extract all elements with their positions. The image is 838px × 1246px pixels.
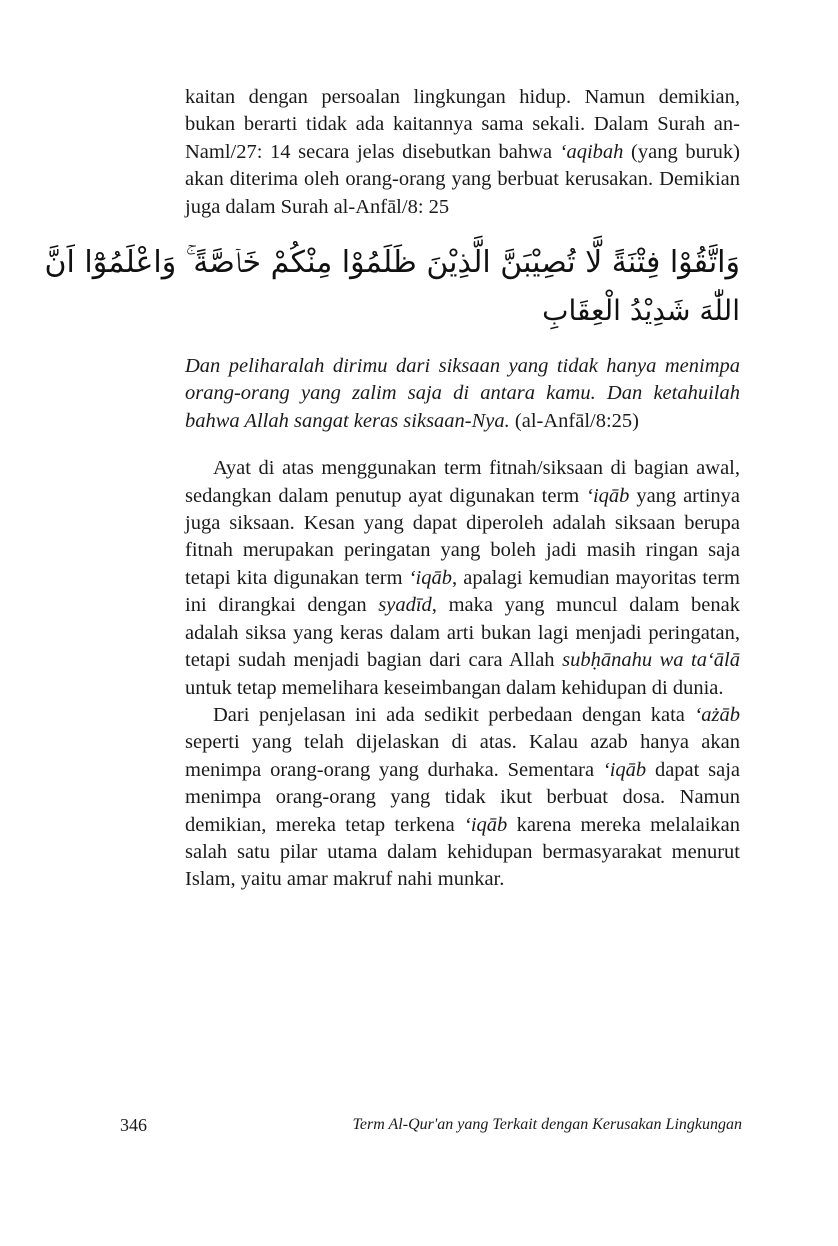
arabic-line-2: اللّٰهَ شَدِيْدُ الْعِقَابِ (542, 294, 740, 328)
term-iqab: ‘iqāb (586, 484, 630, 507)
term-iqab: ‘iqāb (408, 566, 452, 589)
term-syadid: syadīd (378, 594, 432, 617)
paragraph-comparison-text-4: karena mereka melalaikan salah satu pilar utama dalam kehidupan bermasyarakat menurut Islam, yaitu amar makruf nahi munkar. (185, 813, 741, 891)
running-title: Term Al-Qur'an yang Terkait dengan Kerusakan Lingkungan (352, 1116, 742, 1133)
term-azab: ‘ażāb (694, 703, 740, 726)
page-number: 346 (120, 1115, 147, 1135)
verse-translation (185, 353, 740, 435)
paragraph-analysis-text-5: untuk tetap memelihara keseimbangan dalam kehidupan di dunia. (185, 676, 724, 699)
paragraph-comparison-text-1: Dari penjelasan ini ada sedikit perbedaan dengan kata (213, 703, 695, 726)
paragraph-intro-text: kaitan dengan persoalan lingkungan hidup. Namun demikian, bukan berarti tidak ada kaitannya sama sekali. Dalam Surah an-Naml/27: 14 secara jelas disebutkan bahwa (185, 86, 740, 163)
term-subhanahu: subḥānahu wa ta‘ālā (562, 649, 741, 672)
arabic-line-1: وَاتَّقُوْا فِتْنَةً لَّا تُصِيْبَنَّ الَّذِيْنَ ظَلَمُوْا مِنْكُمْ خَاۤصَّةً ۚ وَاعْلَمُوْٓا اَنَّ (44, 245, 740, 281)
paragraph-analysis-text-2: yang artinya juga siksaan. Kesan yang dapat diperoleh adalah siksaan berupa fitnah merupakan peringatan yang boleh jadi masih ringan saja tetapi kita digunakan term (185, 484, 740, 589)
paragraph-comparison (185, 702, 740, 894)
paragraph-intro (185, 84, 740, 221)
quran-verse-arabic (44, 239, 740, 335)
paragraph-analysis-text-3: , apalagi kemudian mayoritas term ini dirangkai dengan (185, 566, 741, 617)
paragraph-analysis-text-1: Ayat di atas menggunakan term fitnah/siksaan di bagian awal, sedangkan dalam penutup ayat digunakan term (185, 457, 740, 507)
term-iqab: ‘iqāb (602, 758, 647, 781)
paragraph-analysis (185, 455, 740, 702)
page-footer (120, 1115, 742, 1141)
term-iqab: ‘iqāb (464, 813, 508, 836)
page-body (44, 84, 741, 894)
verse-reference: (al-Anfāl/8:25) (509, 409, 639, 432)
paragraph-comparison-text-3: dapat saja menimpa orang-orang yang tidak ikut berbuat dosa. Namun demikian, mereka tetap terkena (185, 758, 740, 836)
term-aqibah: ‘aqibah (559, 140, 624, 163)
paragraph-analysis-text-4: , maka yang muncul dalam benak adalah siksa yang keras dalam arti bukan lagi menjadi peringatan, tetapi sudah menjadi bagian dari cara Allah (185, 594, 740, 672)
translation-text: Dan peliharalah dirimu dari siksaan yang tidak hanya menimpa orang-orang yang zalim saja di antara kamu. Dan ketahuilah bahwa Allah sangat keras siksaan-Nya. (185, 355, 740, 432)
paragraph-intro-tail: (yang buruk) akan diterima oleh orang-orang yang berbuat kerusakan. Demikian juga dalam Surah al-Anfāl/8: 25 (185, 140, 740, 218)
paragraph-comparison-text-2: seperti yang telah dijelaskan di atas. Kalau azab hanya akan menimpa orang-orang yang durhaka. Sementara (185, 731, 740, 781)
